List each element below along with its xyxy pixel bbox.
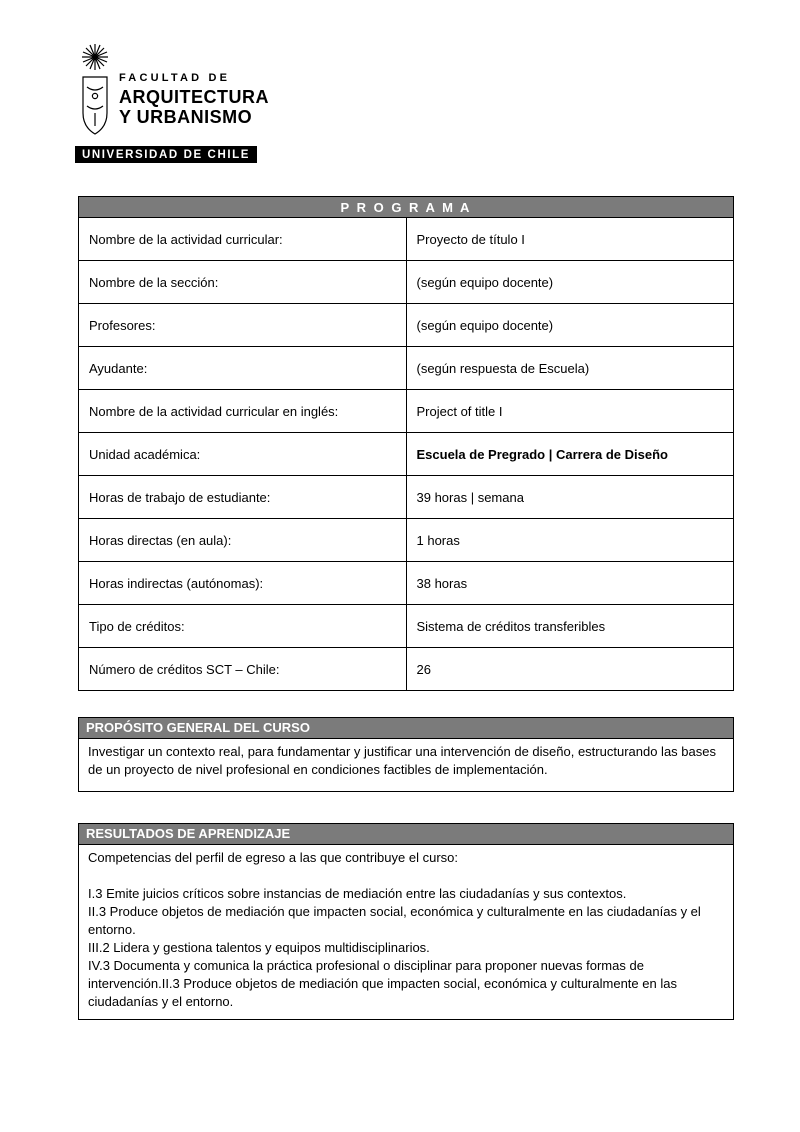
section-title: PROPÓSITO GENERAL DEL CURSO bbox=[78, 717, 734, 738]
faculty-line-3: Y URBANISMO bbox=[119, 106, 253, 127]
table-row bbox=[79, 433, 734, 476]
paragraph: Investigar un contexto real, para fundamentar y justificar una intervención de diseño, estructurando las bases de un proyecto de nivel profesional en condiciones factibles de implementación. bbox=[88, 744, 716, 777]
row-value: 26 bbox=[406, 648, 734, 691]
row-label: Horas indirectas (autónomas): bbox=[79, 562, 407, 605]
row-label: Nombre de la actividad curricular: bbox=[79, 218, 407, 261]
learning-outcome-item: IV.3 Documenta y comunica la práctica profesional o disciplinar para proponer nuevas formas de intervención.II.3 Produce objetos de mediación que impacten social, económica y culturalmente en las ciudadanías y el entorno. bbox=[88, 957, 677, 1009]
row-value: 38 horas bbox=[406, 562, 734, 605]
program-table-title: P R O G R A M A bbox=[79, 197, 734, 218]
spacer bbox=[88, 867, 724, 885]
row-value: Sistema de créditos transferibles bbox=[406, 605, 734, 648]
table-row bbox=[79, 648, 734, 691]
section-body bbox=[78, 844, 734, 1020]
table-row bbox=[79, 519, 734, 562]
table-header-row bbox=[79, 197, 734, 218]
table-row bbox=[79, 218, 734, 261]
row-value: Escuela de Pregrado | Carrera de Diseño bbox=[406, 433, 734, 476]
section-body bbox=[78, 738, 734, 792]
faculty-line-2: ARQUITECTURA bbox=[119, 87, 269, 107]
logo-top bbox=[75, 40, 269, 144]
row-value: Project of title I bbox=[406, 390, 734, 433]
table-row bbox=[79, 347, 734, 390]
row-label: Horas de trabajo de estudiante: bbox=[79, 476, 407, 519]
row-value: (según equipo docente) bbox=[406, 304, 734, 347]
row-value: Proyecto de título I bbox=[406, 218, 734, 261]
row-label: Número de créditos SCT – Chile: bbox=[79, 648, 407, 691]
learning-outcome-item: III.2 Lidera y gestiona talentos y equipos multidisciplinarios. bbox=[88, 939, 430, 955]
section-title: RESULTADOS DE APRENDIZAJE bbox=[78, 823, 734, 844]
row-value: 39 horas | semana bbox=[406, 476, 734, 519]
coat-of-arms-icon bbox=[75, 40, 115, 144]
table-row bbox=[79, 476, 734, 519]
paragraph: Competencias del perfil de egreso a las que contribuye el curso: bbox=[88, 850, 458, 865]
university-banner: UNIVERSIDAD DE CHILE bbox=[75, 146, 257, 163]
row-value: (según equipo docente) bbox=[406, 261, 734, 304]
row-value: (según respuesta de Escuela) bbox=[406, 347, 734, 390]
row-label: Nombre de la actividad curricular en inglés: bbox=[79, 390, 407, 433]
faculty-line-1: FACULTAD DE bbox=[119, 72, 231, 84]
section-proposito bbox=[78, 717, 734, 792]
row-label: Ayudante: bbox=[79, 347, 407, 390]
table-row bbox=[79, 261, 734, 304]
section-resultados bbox=[78, 823, 734, 1020]
learning-outcome-item: I.3 Emite juicios críticos sobre instancias de mediación entre las ciudadanías y sus contextos. bbox=[88, 885, 627, 901]
row-label: Horas directas (en aula): bbox=[79, 519, 407, 562]
table-row bbox=[79, 304, 734, 347]
table-row bbox=[79, 605, 734, 648]
row-label: Unidad académica: bbox=[79, 433, 407, 476]
table-row bbox=[79, 390, 734, 433]
university-logo bbox=[75, 40, 269, 163]
program-table bbox=[78, 196, 734, 691]
row-label: Nombre de la sección: bbox=[79, 261, 407, 304]
row-value: 1 horas bbox=[406, 519, 734, 562]
table-row bbox=[79, 562, 734, 605]
row-label: Profesores: bbox=[79, 304, 407, 347]
faculty-name bbox=[115, 40, 269, 128]
row-label: Tipo de créditos: bbox=[79, 605, 407, 648]
learning-outcome-item: II.3 Produce objetos de mediación que impacten social, económica y culturalmente en las ciudadanías y el entorno. bbox=[88, 903, 701, 937]
